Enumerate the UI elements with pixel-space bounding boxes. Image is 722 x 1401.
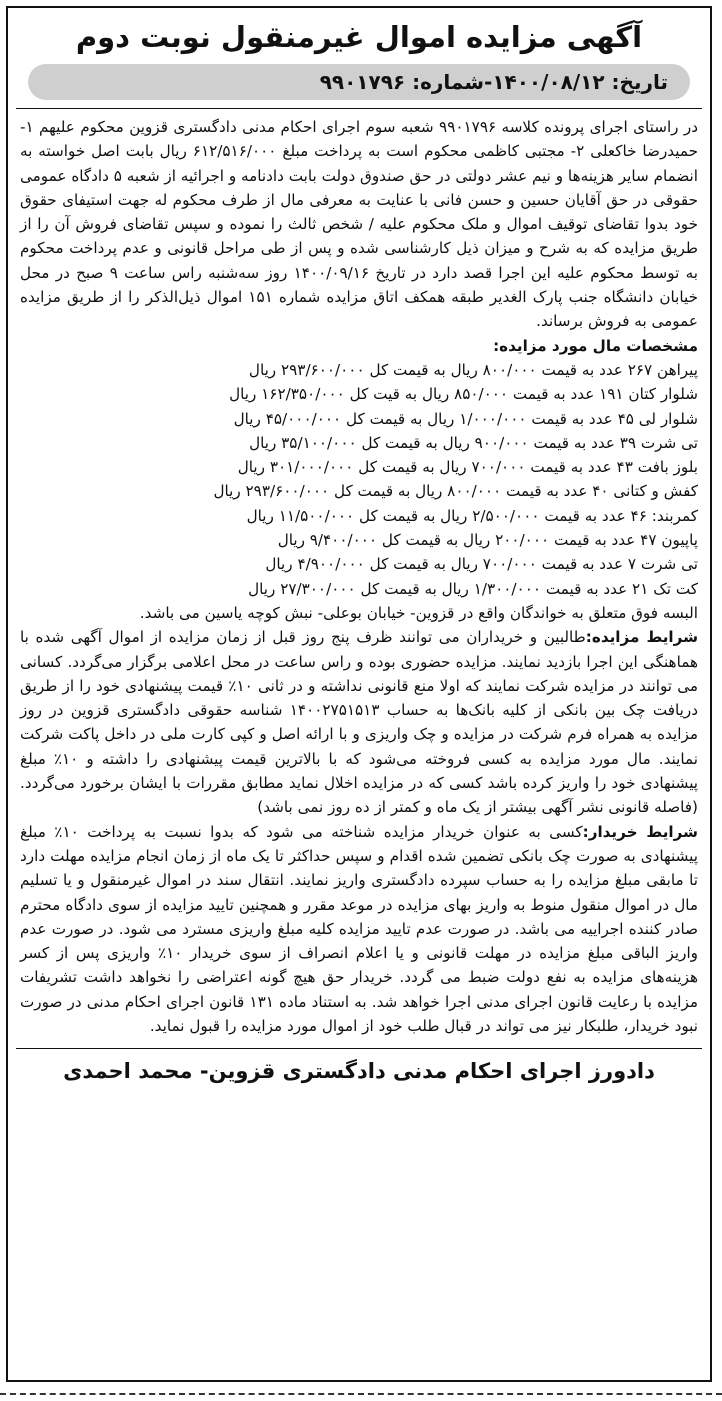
item-line: پیراهن ۲۶۷ عدد به قیمت ۸۰۰/۰۰۰ ریال به قیمت کل ۲۹۳/۶۰۰/۰۰۰ ریال — [248, 360, 698, 379]
conditions-paragraph — [20, 625, 698, 819]
items-list — [20, 358, 698, 601]
signature-line: دادورز اجرای احکام مدنی دادگستری قزوین- محمد احمدی — [63, 1059, 655, 1084]
item-line: شلوار کتان ۱۹۱ عدد به قیمت ۸۵۰/۰۰۰ ریال به قیت کل ۱۶۲/۳۵۰/۰۰۰ ریال — [229, 385, 698, 404]
notice-body — [8, 109, 710, 1038]
notice-title: آگهی مزایده اموال غیرمنقول نوبت دوم — [75, 20, 643, 54]
item-line: تی شرت ۳۹ عدد به قیمت ۹۰۰/۰۰۰ ریال به قیمت کل ۳۵/۱۰۰/۰۰۰ ریال — [249, 433, 698, 452]
item-line: تی شرت ۷ عدد به قیمت ۷۰۰/۰۰۰ ریال به قیمت کل ۴/۹۰۰/۰۰۰ ریال — [265, 555, 698, 574]
footer-divider — [16, 1048, 702, 1049]
buyer-text: کسی به عنوان خریدار مزایده شناخته می شود که بدوا نسبت به پرداخت ۱۰٪ مبلغ پیشنهادی به صورت چک بانکی تضمین شده اقدام و سپس حداکثر تا یک ماه از زمان انجام مزایده مهلت دارد تا مابقی مبلغ مزایده را به حساب سپرده دادگستری واریز نمایند. انتقال سند در اموال غیرمنقول و یا تسلیم مال در اموال منقول منوط به واریز بهای مزایده در موعد مقرر و همچنین تایید مزایده از سوی دادگاه محترم صادر کننده اجراییه می باشد. در صورت عدم تایید مزایده کلیه مبلغ واریزی مسترد می شود. در صورت عدم واریز الباقی مبلغ مزایده در مهلت قانونی و یا اعلام انصراف از سوی خریدار ۱۰٪ واریزی پس از کسر هزینه‌های مزایده به نفع دولت ضبط می گردد. خریدار حق هیچ گونه اعتراضی را نخواهد داشت تشریفات مزایده با رعایت قانون اجرای مدنی اجرا خواهد شد. به استناد ماده ۱۳۱ قانون اجرای احکام مدنی در صورت نبود خریدار، طلبکار نیز می تواند در قبال طلب خود از اموال مورد مزایده را قبول نماید. — [20, 822, 698, 1035]
conditions-heading: شرایط مزایده: — [585, 628, 698, 647]
item-line: پاپیون ۴۷ عدد به قیمت ۲۰۰/۰۰۰ ریال به قیمت کل ۹/۴۰۰/۰۰۰ ریال — [277, 531, 698, 550]
auction-notice — [6, 6, 712, 1382]
conditions-text: طالبین و خریداران می توانند ظرف پنج روز قبل از زمان مزایده از اموال آگهی شده با هماهنگی این اجرا بازدید نمایند. مزایده حضوری بوده و راس ساعت در محل اعلامی برگزار می‌گردد. کسانی می توانند در مزایده شرکت نمایند که اولا منع قانونی نداشته و در ثانی ۱۰٪ قیمت پیشنهادی خود را از طریق دریافت چک بین بانکی از کلیه بانک‌ها به حساب ۱۴۰۰۲۷۵۱۵۱۳ شناسه حقوقی دادگستری قزوین در روز مزایده به همراه فرم شرکت در مزایده و چک واریزی و با ارائه اصل و کپی کارت ملی در داخل پاکت شرکت نمایند. مال مورد مزایده به کسی فروخته می‌شود که با بالاترین قیمت پیشنهادی را داشته و ۱۰٪ مبلغ پیشنهادی خود را واریز کرده باشد کسی که در مزایده اخلال نماید مطابق مقررات با ایشان برخورد می‌گردد. (فاصله قانونی نشر آگهی بیشتر از یک ماه و کمتر از ده روز نمی باشد) — [20, 628, 699, 817]
date-number-text: تاریخ: ۱۴۰۰/۰۸/۱۲-شماره: ۹۹۰۱۷۹۶ — [319, 70, 668, 94]
date-number-bar — [28, 64, 690, 100]
item-line: کفش و کتانی ۴۰ عدد به قیمت ۸۰۰/۰۰۰ ریال به قیمت کل ۲۹۳/۶۰۰/۰۰۰ ریال — [213, 482, 698, 501]
item-line: شلوار لی ۴۵ عدد به قیمت ۱/۰۰۰/۰۰۰ ریال به قیمت کل ۴۵/۰۰۰/۰۰۰ ریال — [233, 409, 698, 428]
buyer-paragraph — [20, 820, 698, 1039]
buyer-heading: شرایط خریدار: — [582, 822, 698, 841]
item-line: بلوز بافت ۴۳ عدد به قیمت ۷۰۰/۰۰۰ ریال به قیمت کل ۳۰۱/۰۰۰/۰۰۰ ریال — [237, 458, 698, 477]
location-note: البسه فوق متعلق به خواندگان واقع در قزوین- خیابان بوعلی- نبش کوچه یاسین می باشد. — [139, 603, 698, 622]
cut-line — [0, 1393, 722, 1395]
item-line: کمربند: ۴۶ عدد به قیمت ۲/۵۰۰/۰۰۰ ریال به قیمت کل ۱۱/۵۰۰/۰۰۰ ریال — [246, 506, 698, 525]
items-heading: مشخصات مال مورد مزایده: — [493, 336, 698, 355]
item-line: کت تک ۲۱ عدد به قیمت ۱/۳۰۰/۰۰۰ ریال به قیمت کل ۲۷/۳۰۰/۰۰۰ ریال — [248, 579, 698, 598]
intro-paragraph: در راستای اجرای پرونده کلاسه ۹۹۰۱۷۹۶ شعبه سوم اجرای احکام مدنی دادگستری قزوین محکوم علیهم ۱- حمیدرضا خاکعلی ۲- مجتبی کاظمی محکوم است به پرداخت مبلغ ۶۱۲/۵۱۶/۰۰۰ ریال بابت اصل خواسته به انضمام سایر هزینه‌ها و نیم عشر دولتی در حق صندوق دولت بابت دادنامه و اجرائیه از شعبه ۵ دادگاه عمومی حقوقی در حق آقایان حسین و حسن فانی با عنایت به معرفی مال از طرف محکوم له جهت استیفای حقوق خود بدوا تقاضای توقیف اموال و ملک محکوم علیه / شخص ثالث را نموده و سپس تقاضای فروش آن را از طریق مزایده که به شرح و میزان ذیل کارشناسی شده و پس از طی مراحل قانونی و عدم پرداخت محکوم به توسط محکوم علیه این اجرا قصد دارد در تاریخ ۱۴۰۰/۰۹/۱۶ روز سه‌شنبه راس ساعت ۹ صبح در محل خیابان دانشگاه جنب پارک الغدیر طبقه همکف اتاق مزایده شماره ۱۵۱ اموال ذیل‌الذکر را از طریق مزایده عمومی به فروش برساند. — [20, 118, 699, 331]
